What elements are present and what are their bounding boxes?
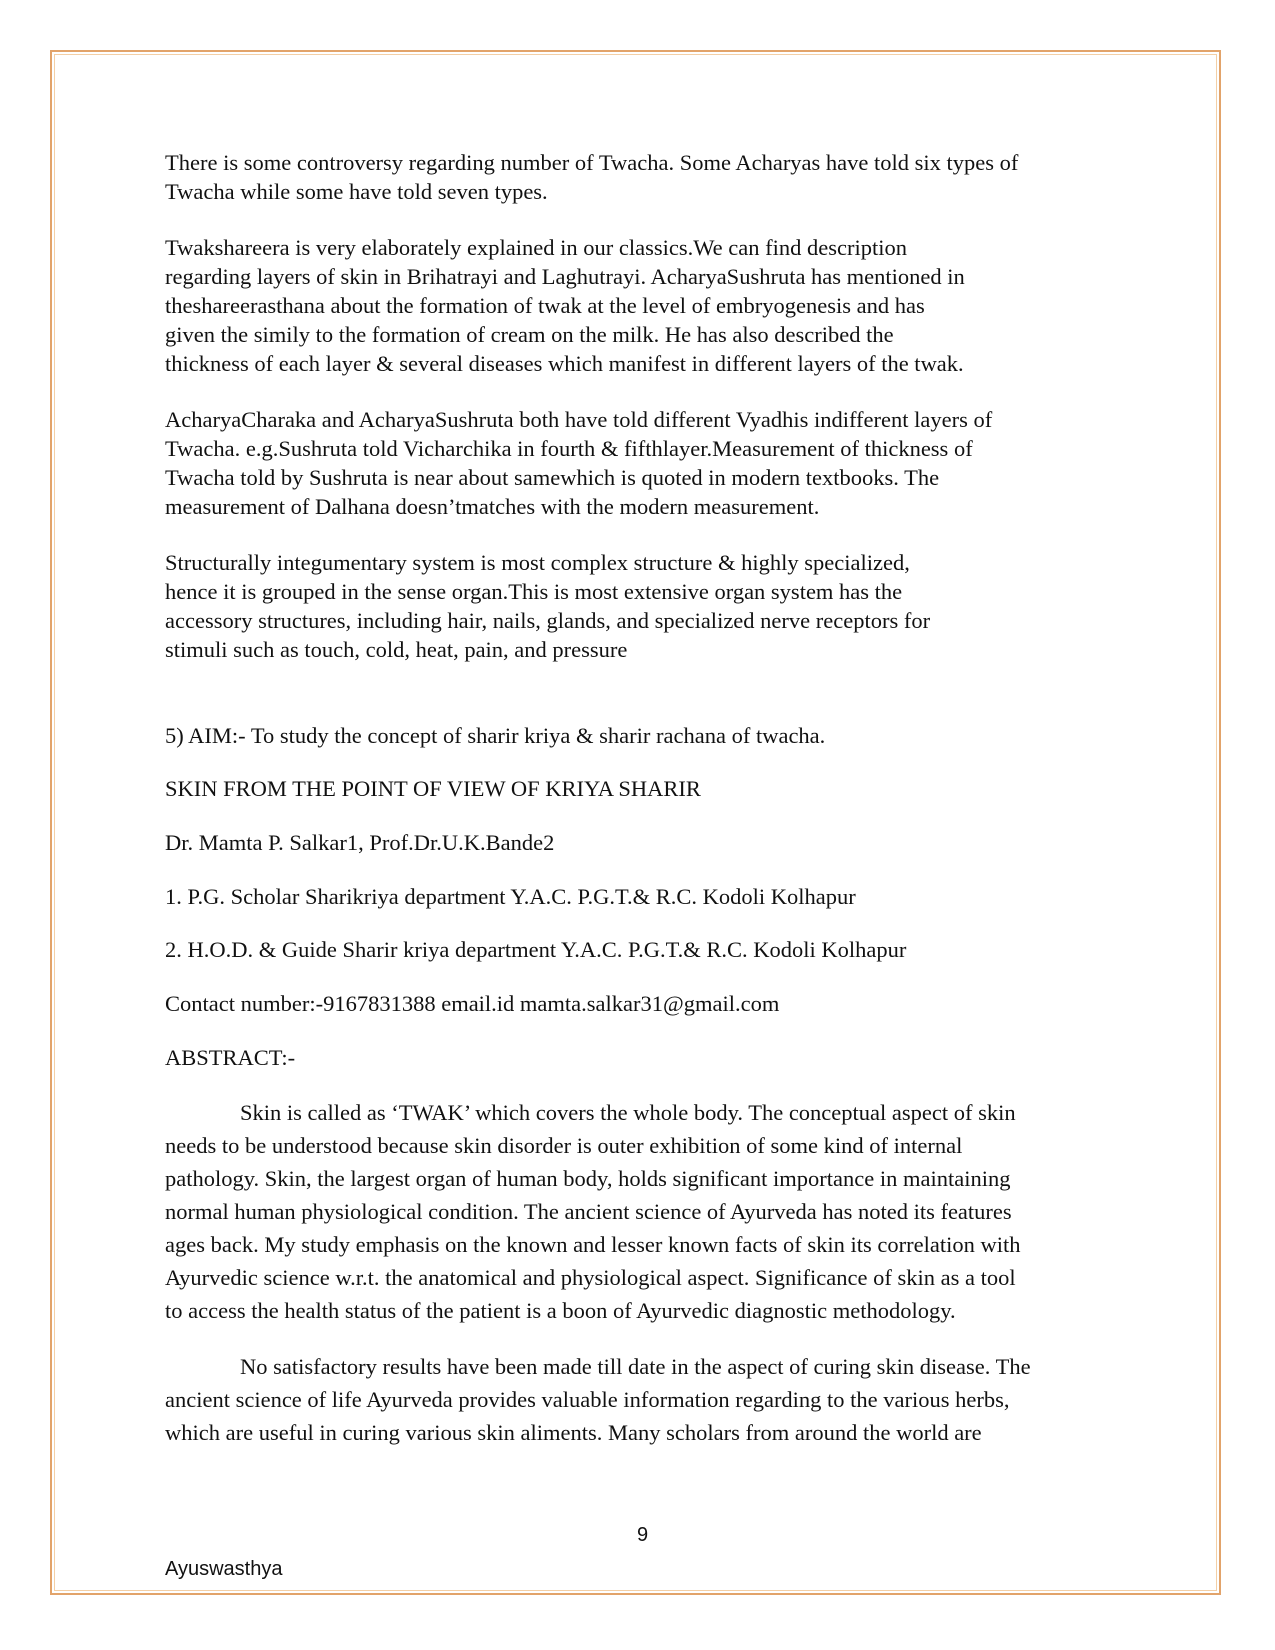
text-line: theshareerasthana about the formation of twak at the level of embryogenesis and has (165, 293, 925, 318)
text-line: measurement of Dalhana doesn’tmatches with the modern measurement. (165, 494, 820, 519)
text-line: needs to be understood because skin disorder is outer exhibition of some kind of internal (165, 1133, 963, 1158)
text-line: Skin is called as ‘TWAK’ which covers the whole body. The conceptual aspect of skin (240, 1100, 1016, 1125)
text-line: thickness of each layer & several diseases which manifest in different layers of the twak. (165, 351, 964, 376)
abstract-heading: ABSTRACT:- (165, 1045, 296, 1070)
paragraph-twacha-controversy (165, 148, 1125, 206)
abstract-paragraph-1 (165, 1096, 1125, 1327)
text-line: Twacha while some have told seven types. (165, 179, 548, 204)
text-line: Ayurvedic science w.r.t. the anatomical and physiological aspect. Significance of skin as a tool (165, 1265, 1016, 1290)
text-line: There is some controversy regarding number of Twacha. Some Acharyas have told six types of (165, 150, 1019, 175)
paragraph-integumentary-system (165, 548, 1125, 664)
page-number: 9 (637, 1524, 649, 1546)
text-line: Twacha told by Sushruta is near about samewhich is quoted in modern textbooks. The (165, 465, 940, 490)
text-line: pathology. Skin, the largest organ of human body, holds significant importance in maintaining (165, 1166, 1011, 1191)
affiliation-2: 2. H.O.D. & Guide Sharir kriya department Y.A.C. P.G.T.& R.C. Kodoli Kolhapur (165, 937, 907, 962)
text-line: given the simily to the formation of cream on the milk. He has also described the (165, 322, 894, 347)
abstract-paragraph-2 (165, 1350, 1125, 1449)
article-title: SKIN FROM THE POINT OF VIEW OF KRIYA SHARIR (165, 776, 701, 801)
footer-journal-name: Ayuswasthya (165, 1558, 283, 1580)
text-line: Twakshareera is very elaborately explained in our classics.We can find description (165, 235, 907, 260)
paragraph-vyadhis-layers (165, 405, 1125, 521)
contact-info: Contact number:-9167831388 email.id mamta.salkar31@gmail.com (165, 991, 780, 1016)
text-line: stimuli such as touch, cold, heat, pain, and pressure (165, 637, 628, 662)
text-line: Structurally integumentary system is most complex structure & highly specialized, (165, 550, 910, 575)
authors: Dr. Mamta P. Salkar1, Prof.Dr.U.K.Bande2 (165, 830, 555, 855)
aim-statement: 5) AIM:- To study the concept of sharir kriya & sharir rachana of twacha. (165, 723, 826, 748)
text-line: regarding layers of skin in Brihatrayi and Laghutrayi. AcharyaSushruta has mentioned in (165, 264, 965, 289)
affiliation-1: 1. P.G. Scholar Sharikriya department Y.A.C. P.G.T.& R.C. Kodoli Kolhapur (165, 884, 856, 909)
text-line: accessory structures, including hair, nails, glands, and specialized nerve receptors for (165, 608, 931, 633)
text-line: hence it is grouped in the sense organ.This is most extensive organ system has the (165, 579, 903, 604)
text-line: ancient science of life Ayurveda provides valuable information regarding to the various herbs, (165, 1387, 1010, 1412)
text-line: No satisfactory results have been made till date in the aspect of curing skin disease. The (240, 1354, 1031, 1379)
page-content (165, 148, 1125, 1445)
text-line: which are useful in curing various skin aliments. Many scholars from around the world are (165, 1420, 982, 1445)
text-line: normal human physiological condition. The ancient science of Ayurveda has noted its features (165, 1199, 1012, 1224)
text-line: Twacha. e.g.Sushruta told Vicharchika in fourth & fifthlayer.Measurement of thickness of (165, 436, 973, 461)
text-line: to access the health status of the patient is a boon of Ayurvedic diagnostic methodology. (165, 1298, 956, 1323)
text-line: ages back. My study emphasis on the known and lesser known facts of skin its correlation with (165, 1232, 1021, 1257)
text-line: AcharyaCharaka and AcharyaSushruta both have told different Vyadhis indifferent layers of (165, 407, 993, 432)
paragraph-twakshareera (165, 233, 1125, 378)
